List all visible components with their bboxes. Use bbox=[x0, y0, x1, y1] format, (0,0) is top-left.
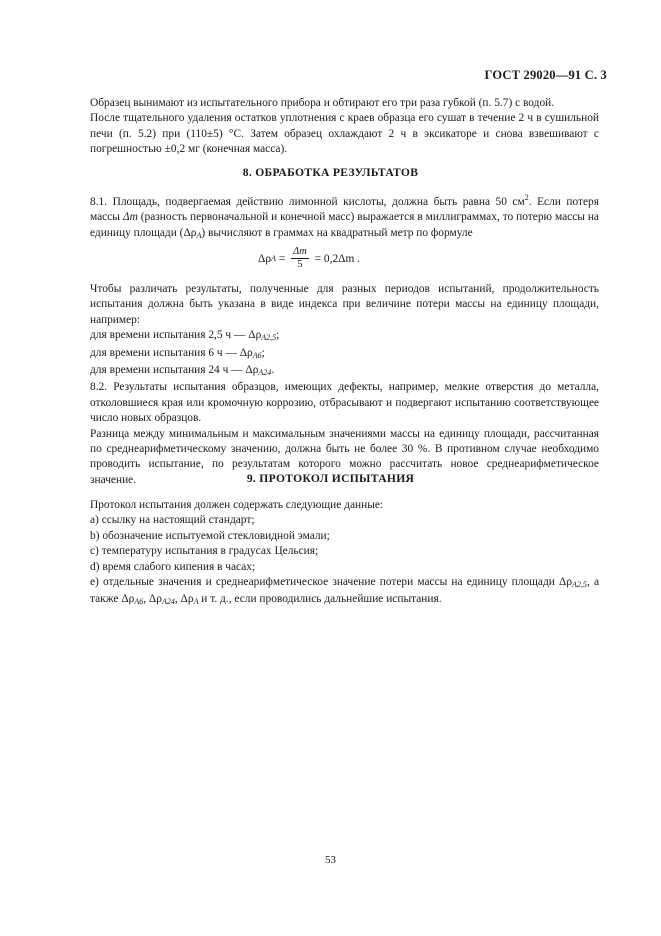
p81-text-d: ) вычисляют в граммах на квадратный метр по формуле bbox=[201, 226, 473, 239]
example-24h: для времени испытания 24 ч — $\Delta\rho_{A24}$. bbox=[90, 364, 275, 378]
example-2-5h: для времени испытания 2,5 ч — $\Delta\rho_{A2,5}$; bbox=[90, 329, 280, 343]
formula-numerator: Δm bbox=[293, 246, 307, 257]
protocol-item-a: а) ссылку на настоящий стандарт; bbox=[90, 514, 255, 527]
intro-block bbox=[90, 96, 599, 158]
intro-paragraph-1: Образец вынимают из испытательного прибора и обтирают его три раза губкой (п. 5.7) с водой. bbox=[90, 97, 555, 109]
formula-fraction bbox=[291, 246, 309, 271]
section-8-paragraph-8-1 bbox=[90, 190, 599, 243]
protocol-item-d: d) время слабого кипения в часах; bbox=[90, 560, 256, 573]
p81-delta-m: Δm bbox=[122, 211, 138, 224]
section-8-title: 8. ОБРАБОТКА РЕЗУЛЬТАТОВ bbox=[242, 166, 419, 179]
formula-denominator: 5 bbox=[297, 259, 303, 270]
p81-text-a: 8.1. Площадь, подвергаемая действию лимонной кислоты, должна быть равна 50 см bbox=[90, 195, 525, 208]
section-9-title: 9. ПРОТОКОЛ ИСПЫТАНИЯ bbox=[246, 472, 415, 485]
formula-eq: = bbox=[275, 252, 289, 265]
example-6h: для времени испытания 6 ч — $\Delta\rho_{A6}$; bbox=[90, 346, 265, 360]
protocol-intro: Протокол испытания должен содержать следующие данные: bbox=[90, 499, 384, 511]
p81-rho: Δρ bbox=[183, 226, 197, 239]
page-header: ГОСТ 29020—91 С. 3 bbox=[484, 68, 607, 82]
formula bbox=[258, 246, 360, 271]
formula-lhs-sub: A bbox=[271, 254, 276, 263]
p81-text-b: . Если потеря массы bbox=[90, 195, 599, 224]
protocol-item-c: с) температуру испытания в градусах Цельсия; bbox=[90, 545, 319, 558]
intro-paragraph-2: После тщательного удаления остатков уплотнения с краев образца его сушат в течение 2 ч в сушильной печи (п. 5.2) при (110±5) °С. Затем образец охлаждают 2 ч в эксикаторе и снова взвешивают с погрешностью ±0,2 мг (конечная масса). bbox=[90, 112, 599, 156]
page-number: 53 bbox=[325, 854, 336, 866]
formula-lhs: Δρ bbox=[258, 252, 272, 265]
formula-rhs: = 0,2Δm . bbox=[311, 252, 361, 265]
p81-rho-sub: A bbox=[196, 230, 202, 240]
p81-sup: 2 bbox=[524, 193, 529, 202]
protocol-item-e: е) отдельные значения и среднеарифметическое значение потери массы на единицу площади $\Delta\rho_{A2,5}$, а также $\Delta\rho_{A6}$, $\Delta\rho_{A24}$, $\Delta\rho_A$ и т. д., если проводились дальнейшие испытания. bbox=[90, 576, 599, 607]
paragraph-8-2: 8.2. Результаты испытания образцов, имеющих дефекты, например, мелкие отверстия до металла, отколовшиеся края или кромочную коррозию, отбрасывают и подвергают испытанию соответствующее число новых образцов. bbox=[90, 381, 599, 425]
index-paragraph: Чтобы различать результаты, полученные для разных периодов испытаний, продолжительность испытания должна быть указана в виде индекса при величине потери массы на единицу площади, например: bbox=[90, 283, 599, 326]
section-8-index-block bbox=[90, 282, 599, 488]
difference-paragraph: Разница между минимальным и максимальным значениями массы на единицу площади, рассчитанная по среднеарифметическому значению, должна быть не более 30 %. В противном случае необходимо проводить испытание, по результатам которого можно рассчитать новое среднеарифметическое значение. bbox=[90, 427, 599, 486]
section-9-list bbox=[90, 498, 599, 610]
protocol-item-b: b) обозначение испытуемой стекловидной эмали; bbox=[90, 529, 330, 542]
p81-text-c: (разность первоначальной и конечной масс) выражается в миллиграммах, то потерю массы на единицу площади ( bbox=[90, 211, 599, 239]
